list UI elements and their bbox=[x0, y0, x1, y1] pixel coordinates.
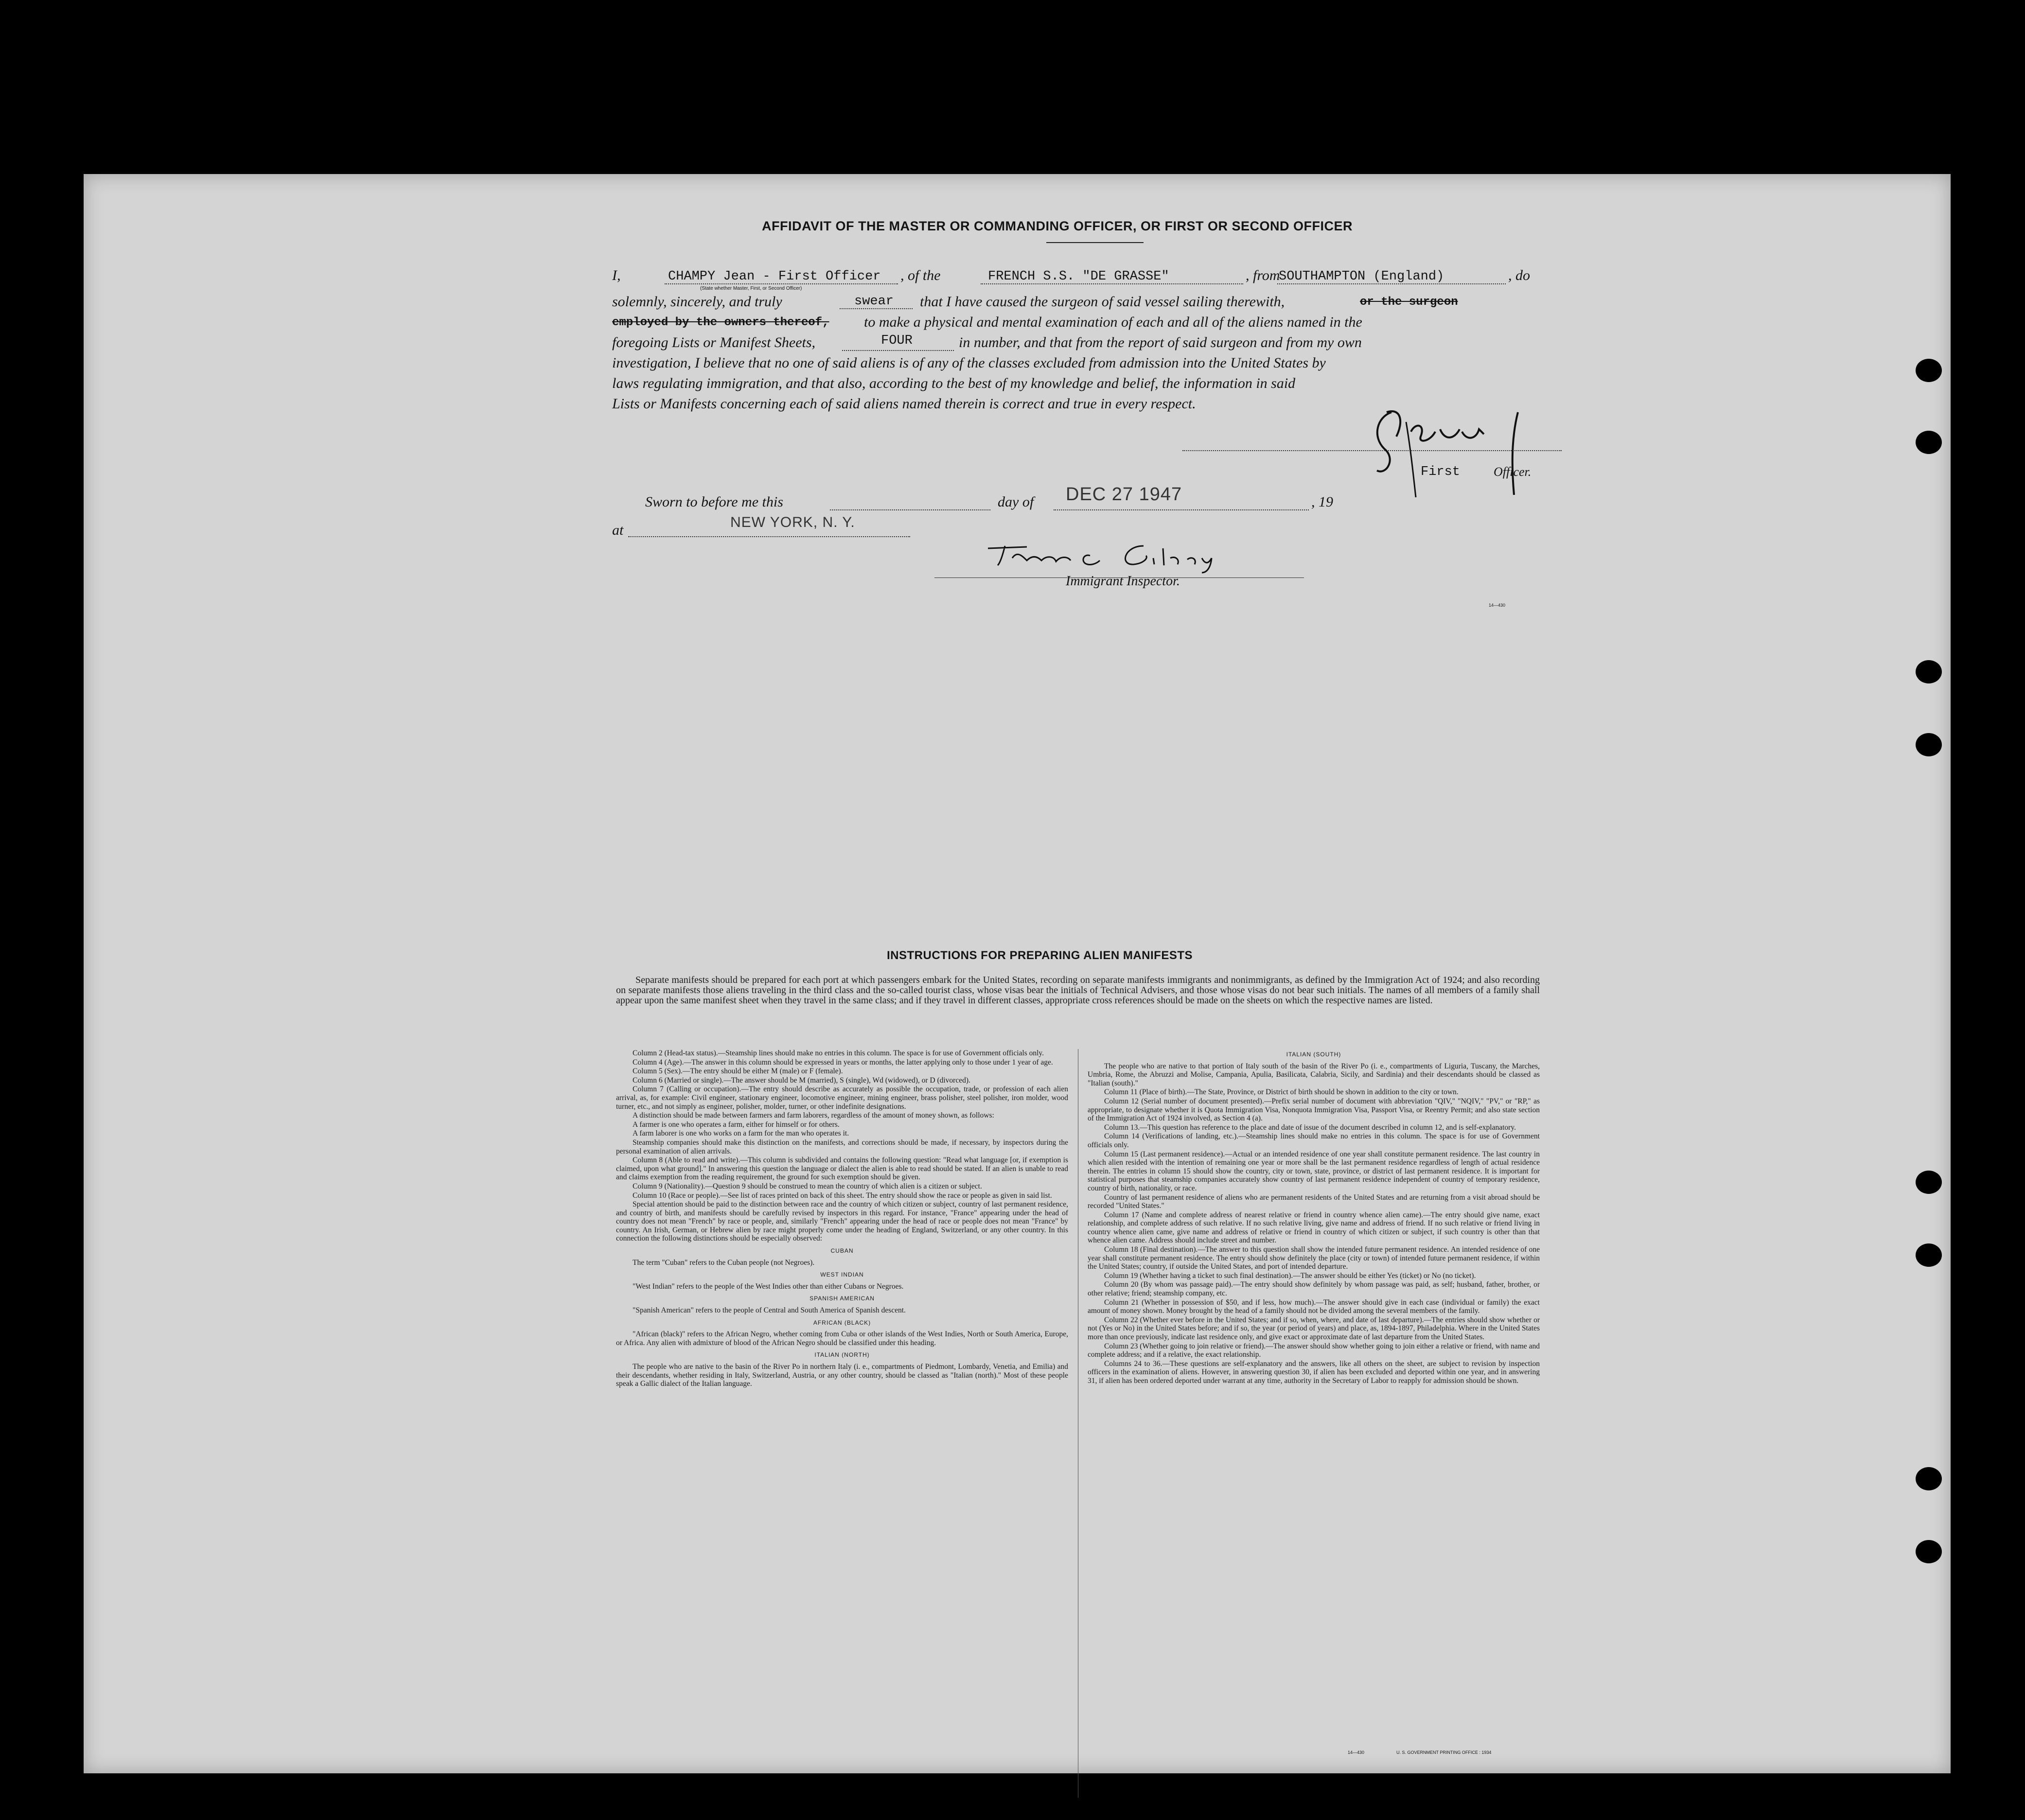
right-para-9: Column 19 (Whether having a ticket to such final destination).—The answer should be either Yes (ticket) or No (no ticket). bbox=[1104, 1271, 1476, 1280]
section-text-italian-north: The people who are native to the basin of the River Po in northern Italy (i. e., compartments of Piedmont, Lombardy, Venetia, and Emilia) and their descendants, whether residing in Italy, Switzerland, Austria, or any other country, should be classed as "Italian (north)." Most of these people speak a Gallic dialect of the Italian language. bbox=[616, 1363, 1068, 1388]
section-text-spanish-american: "Spanish American" refers to the people of Central and South America of Spanish descent. bbox=[633, 1306, 906, 1315]
section-head-italian-south: ITALIAN (SOUTH) bbox=[1286, 1051, 1341, 1058]
left-para-8: Steamship companies should make this distinction on the manifests, and corrections should be made, if necessary, by inspectors during the personal examination of alien arrivals. bbox=[616, 1138, 1068, 1155]
affidavit-title: AFFIDAVIT OF THE MASTER OR COMMANDING OFFICER, OR FIRST OR SECOND OFFICER bbox=[762, 219, 1353, 233]
affidavit-line-4-suffix: in number, and that from the report of said surgeon and from my own bbox=[959, 334, 1362, 350]
left-para-2: Column 5 (Sex).—The entry should be either M (male) or F (female). bbox=[633, 1067, 843, 1076]
from-label: , from bbox=[1246, 267, 1280, 283]
section-text-cuban: The term "Cuban" refers to the Cuban people (not Negroes). bbox=[633, 1258, 815, 1267]
punch-hole bbox=[1916, 1171, 1942, 1194]
affidavit-line-3: to make a physical and mental examination of each and all of the aliens named in the bbox=[864, 314, 1362, 330]
left-para-4: Column 7 (Calling or occupation).—The entry should describe as accurately as possible the occupation, trade, or profession of each alien arrival, as, for example: Civil engineer, stationary engineer, locomotive engineer, mining engineer, brass polisher, steel polisher, iron molder, wood turner, etc., and not simply as engineer, polisher, molder, turner, or other indefinite designations. bbox=[616, 1085, 1068, 1111]
signer-title-suffix: Officer. bbox=[1494, 465, 1532, 479]
sworn-date-stamp: DEC 27 1947 bbox=[1066, 484, 1182, 505]
left-para-11: Column 10 (Race or people).—See list of races printed on back of this sheet. The entry should show the race or people as given in said list. bbox=[633, 1191, 1052, 1200]
right-para-10: Column 20 (By whom was passage paid).—The entry should show definitely by whom passage was paid, as self; husband, father, brother, or other relative; friend; steamship company, etc. bbox=[1088, 1280, 1540, 1298]
punch-hole bbox=[1916, 1540, 1942, 1563]
left-para-9: Column 8 (Able to read and write).—This column is subdivided and contains the following question: "Read what language [or, if exemption is claimed, upon what ground]." In answering this question the language or dialect the alien is able to read should be stated. If an alien is unable to read and claims exemption from the reading requirement, the ground for such exemption should be given. bbox=[616, 1156, 1068, 1182]
left-para-5: A distinction should be made between farmers and farm laborers, regardless of the amount of money shown, as follows: bbox=[633, 1111, 994, 1120]
sheet-count-line bbox=[842, 350, 954, 351]
left-para-1: Column 4 (Age).—The answer in this column should be expressed in years or months, the latter applying only to those under 1 year of age. bbox=[633, 1058, 1053, 1067]
affidavit-line-2-suffix: that I have caused the surgeon of said vessel sailing therewith, bbox=[920, 294, 1285, 310]
right-para-3: Column 13.—This question has reference to the place and date of issue of the document described in column 12, and is self-explanatory. bbox=[1104, 1123, 1516, 1132]
sheet-count: FOUR bbox=[881, 333, 913, 348]
inspector-title: Immigrant Inspector. bbox=[1066, 574, 1180, 589]
left-para-3: Column 6 (Married or single).—The answer should be M (married), S (single), Wd (widowed), or D (divorced). bbox=[633, 1076, 970, 1085]
intro-paragraph: Separate manifests should be prepared for each port at which passengers embark for the United States, recording on separate manifests immigrants and nonimmigrants, as defined by the Immigration Act of 1924; and also recording on separate manifests those aliens traveling in the third class and the so-called tourist class, whose visas bear the initials of Technical Advisers, and those whose visas do not bear such initials. The names of all members of a family shall appear upon the same manifest sheet when they travel in the same class; and if they travel in different classes, appropriate cross references should be made on the sheets on which the respective names are listed. bbox=[616, 975, 1540, 1006]
day-of-label: day of bbox=[998, 494, 1034, 510]
punch-hole bbox=[1916, 660, 1942, 683]
location-line bbox=[628, 536, 910, 537]
section-text-african: "African (black)" refers to the African Negro, whether coming from Cuba or other islands of the West Indies, North or South America, Europe, or Africa. Any alien with admixture of blood of the African Negro should be classified under this heading. bbox=[616, 1330, 1068, 1347]
sworn-day-line bbox=[830, 509, 990, 510]
port-name: SOUTHAMPTON (England) bbox=[1279, 269, 1444, 284]
punch-hole bbox=[1916, 1243, 1942, 1267]
punch-hole bbox=[1916, 733, 1942, 756]
section-text-west-indian: "West Indian" refers to the people of the West Indies other than either Cubans or Negroes. bbox=[633, 1282, 904, 1291]
section-head-spanish-american: SPANISH AMERICAN bbox=[810, 1295, 875, 1302]
right-para-2: Column 12 (Serial number of document presented).—Prefix serial number of document with abbreviation "QIV," "NQIV," "PV," or "RP," as appropriate, to designate whether it is Quota Immigration Visa, Nonquota Immigration Visa, Passport Visa, or Reentry Permit; and also state section of the Immigration Act of 1924 involved, as Section 4 (a). bbox=[1088, 1097, 1540, 1123]
instructions-left-column bbox=[616, 1049, 1068, 1389]
affidavit-line-4-prefix: foregoing Lists or Manifest Sheets, bbox=[612, 334, 816, 350]
signer-title: First bbox=[1421, 465, 1461, 479]
vessel-name: FRENCH S.S. "DE GRASSE" bbox=[988, 269, 1169, 284]
inspector-signature bbox=[983, 536, 1236, 575]
instructions-right-column bbox=[1088, 1047, 1540, 1386]
struck-text-1: or the surgeon bbox=[1360, 296, 1458, 309]
left-para-6: A farmer is one who operates a farm, either for himself or for others. bbox=[633, 1120, 840, 1129]
right-para-5: Column 15 (Last permanent residence).—Actual or an intended residence of one year shall constitute permanent residence. The last country in which alien resided with the intention of remaining one year or more shall be the last permanent residence regardless of length of actual residence therein. The entries in column 15 should show the country, city or town, state, province, or district of last permanent residence. It is important for statistical purposes that steamship companies accurately show country of last permanent residence independent of country of temporary residence, country of birth, nationality, or race. bbox=[1088, 1150, 1540, 1192]
affidavit-line-5: investigation, I believe that no one of said aliens is of any of the classes excluded from admission into the United States by bbox=[612, 355, 1326, 371]
footer-form-number: 14—430 bbox=[1348, 1750, 1365, 1755]
at-label: at bbox=[612, 522, 624, 538]
officer-name: CHAMPY Jean - First Officer bbox=[668, 269, 881, 284]
struck-text-2: employed by the owners thereof, bbox=[612, 316, 829, 329]
oath-word: swear bbox=[854, 294, 894, 309]
do-label: , do bbox=[1508, 267, 1530, 283]
prefix-i: I, bbox=[612, 267, 621, 283]
affidavit-line-2-prefix: solemnly, sincerely, and truly bbox=[612, 294, 782, 310]
year-prefix: , 19 bbox=[1311, 494, 1333, 510]
officer-signature bbox=[1357, 402, 1601, 500]
left-para-12: Special attention should be paid to the distinction between race and the country of which citizen or subject, country of last permanent residence, and country of birth, and manifests should be carefully revised by inspectors in this regard. For instance, "France" appearing under the head of country does not mean "French" by race or people, and, similarly "French" appearing under the head of race or people does not mean "France" by country. An Irish, German, or Hebrew alien by race might properly come under the heading of England, Switzerland, or any other country. In this connection the following distinctions should be especially observed: bbox=[616, 1200, 1068, 1243]
left-para-0: Column 2 (Head-tax status).—Steamship lines should make no entries in this column. The space is for use of Government officials only. bbox=[633, 1049, 1044, 1057]
location-stamp: NEW YORK, N. Y. bbox=[730, 514, 855, 530]
right-para-7: Column 17 (Name and complete address of nearest relative or friend in country whence alien came).—The entry should give name, exact relationship, and complete address of such relative. If no such relative living, give name and address of friend. If no such relative or friend living in country whence alien came, give name and address of relative or friend in country of which citizen or subject, if such country is other than that whence alien came. Address should include street and number. bbox=[1088, 1210, 1540, 1245]
right-para-0: The people who are native to that portion of Italy south of the basin of the River Po (i. e., compartments of Liguria, Tuscany, the Marches, Umbria, Rome, the Abruzzi and Molise, Campania, Apulia, Basilicata, Calabria, Sicily, and Sardinia) and their descendants should be classed as "Italian (south)." bbox=[1088, 1062, 1540, 1087]
affidavit-form-number: 14—430 bbox=[1489, 603, 1506, 608]
right-para-12: Column 22 (Whether ever before in the United States; and if so, when, where, and date of last departure).—The entries should show whether or not (Yes or No) in the United States before; and if so, the year (or period of years) and place, as, 1894-1897, Philadelphia. Where in the United States more than once previously, indicate last residence only, and give exact or approximate date of last departure from the United States. bbox=[1088, 1315, 1540, 1341]
punch-hole bbox=[1916, 359, 1942, 382]
section-head-west-indian: WEST INDIAN bbox=[820, 1271, 864, 1278]
right-para-14: Columns 24 to 36.—These questions are self-explanatory and the answers, like all others on the sheet, are subject to revision by inspection officers in the examination of aliens. However, in answering question 30, if alien has been excluded and deported within one year, and in answering 31, if alien has been ordered deported under warrant at any time, authority in the Secretary of Labor to reapply for admission should be shown. bbox=[1088, 1359, 1540, 1385]
section-head-african: AFRICAN (BLACK) bbox=[813, 1319, 871, 1326]
of-the-label: , of the bbox=[900, 267, 941, 283]
left-para-7: A farm laborer is one who works on a farm for the man who operates it. bbox=[633, 1129, 849, 1138]
right-para-4: Column 14 (Verifications of landing, etc.).—Steamship lines should make no entries in this column. The space is for use of Government officials only. bbox=[1088, 1132, 1540, 1149]
right-para-11: Column 21 (Whether in possession of $50, and if less, how much).—The answer should give in each case (individual or family) the exact amount of money shown. Money brought by the head of a family should not be divided among the several members of the family. bbox=[1088, 1298, 1540, 1315]
right-para-6: Country of last permanent residence of aliens who are permanent residents of the United States and are returning from a visit abroad should be recorded "United States." bbox=[1088, 1193, 1540, 1210]
right-para-1: Column 11 (Place of birth).—The State, Province, or District of birth should be shown in addition to the city or town. bbox=[1104, 1088, 1459, 1097]
instructions-intro bbox=[616, 975, 1540, 1006]
sworn-prefix: Sworn to before me this bbox=[645, 494, 783, 510]
right-para-8: Column 18 (Final destination).—The answer to this question shall show the intended future permanent residence. An intended residence of one year shall constitute permanent residence. The entry should show definitely the place (city or town) of intended future permanent residence, if within the United States; country, if outside the United States, and port of intended departure. bbox=[1088, 1245, 1540, 1271]
punch-hole bbox=[1916, 1467, 1942, 1490]
left-para-10: Column 9 (Nationality).—Question 9 should be construed to mean the country of which alien is a citizen or subject. bbox=[633, 1182, 982, 1190]
right-para-13: Column 23 (Whether going to join relative or friend).—The answer should show whether going to join either a relative or friend, with name and complete address; and if a relative, the exact relationship. bbox=[1088, 1342, 1540, 1359]
instructions-title: INSTRUCTIONS FOR PREPARING ALIEN MANIFESTS bbox=[887, 949, 1193, 962]
section-head-italian-north: ITALIAN (NORTH) bbox=[814, 1351, 870, 1359]
affidavit-line-7: Lists or Manifests concerning each of said aliens named therein is correct and true in every respect. bbox=[612, 396, 1196, 412]
affidavit-line-6: laws regulating immigration, and that also, according to the best of my knowledge and belief, the information in said bbox=[612, 375, 1296, 391]
punch-hole bbox=[1916, 431, 1942, 454]
section-head-cuban: CUBAN bbox=[830, 1247, 854, 1255]
sworn-date-line bbox=[1054, 509, 1309, 510]
rank-note: (State whether Master, First, or Second Officer) bbox=[700, 286, 802, 291]
title-rule bbox=[1046, 242, 1144, 243]
footer-printer: U. S. GOVERNMENT PRINTING OFFICE : 1934 bbox=[1396, 1750, 1492, 1755]
manifest-back-sheet bbox=[84, 174, 1951, 1773]
